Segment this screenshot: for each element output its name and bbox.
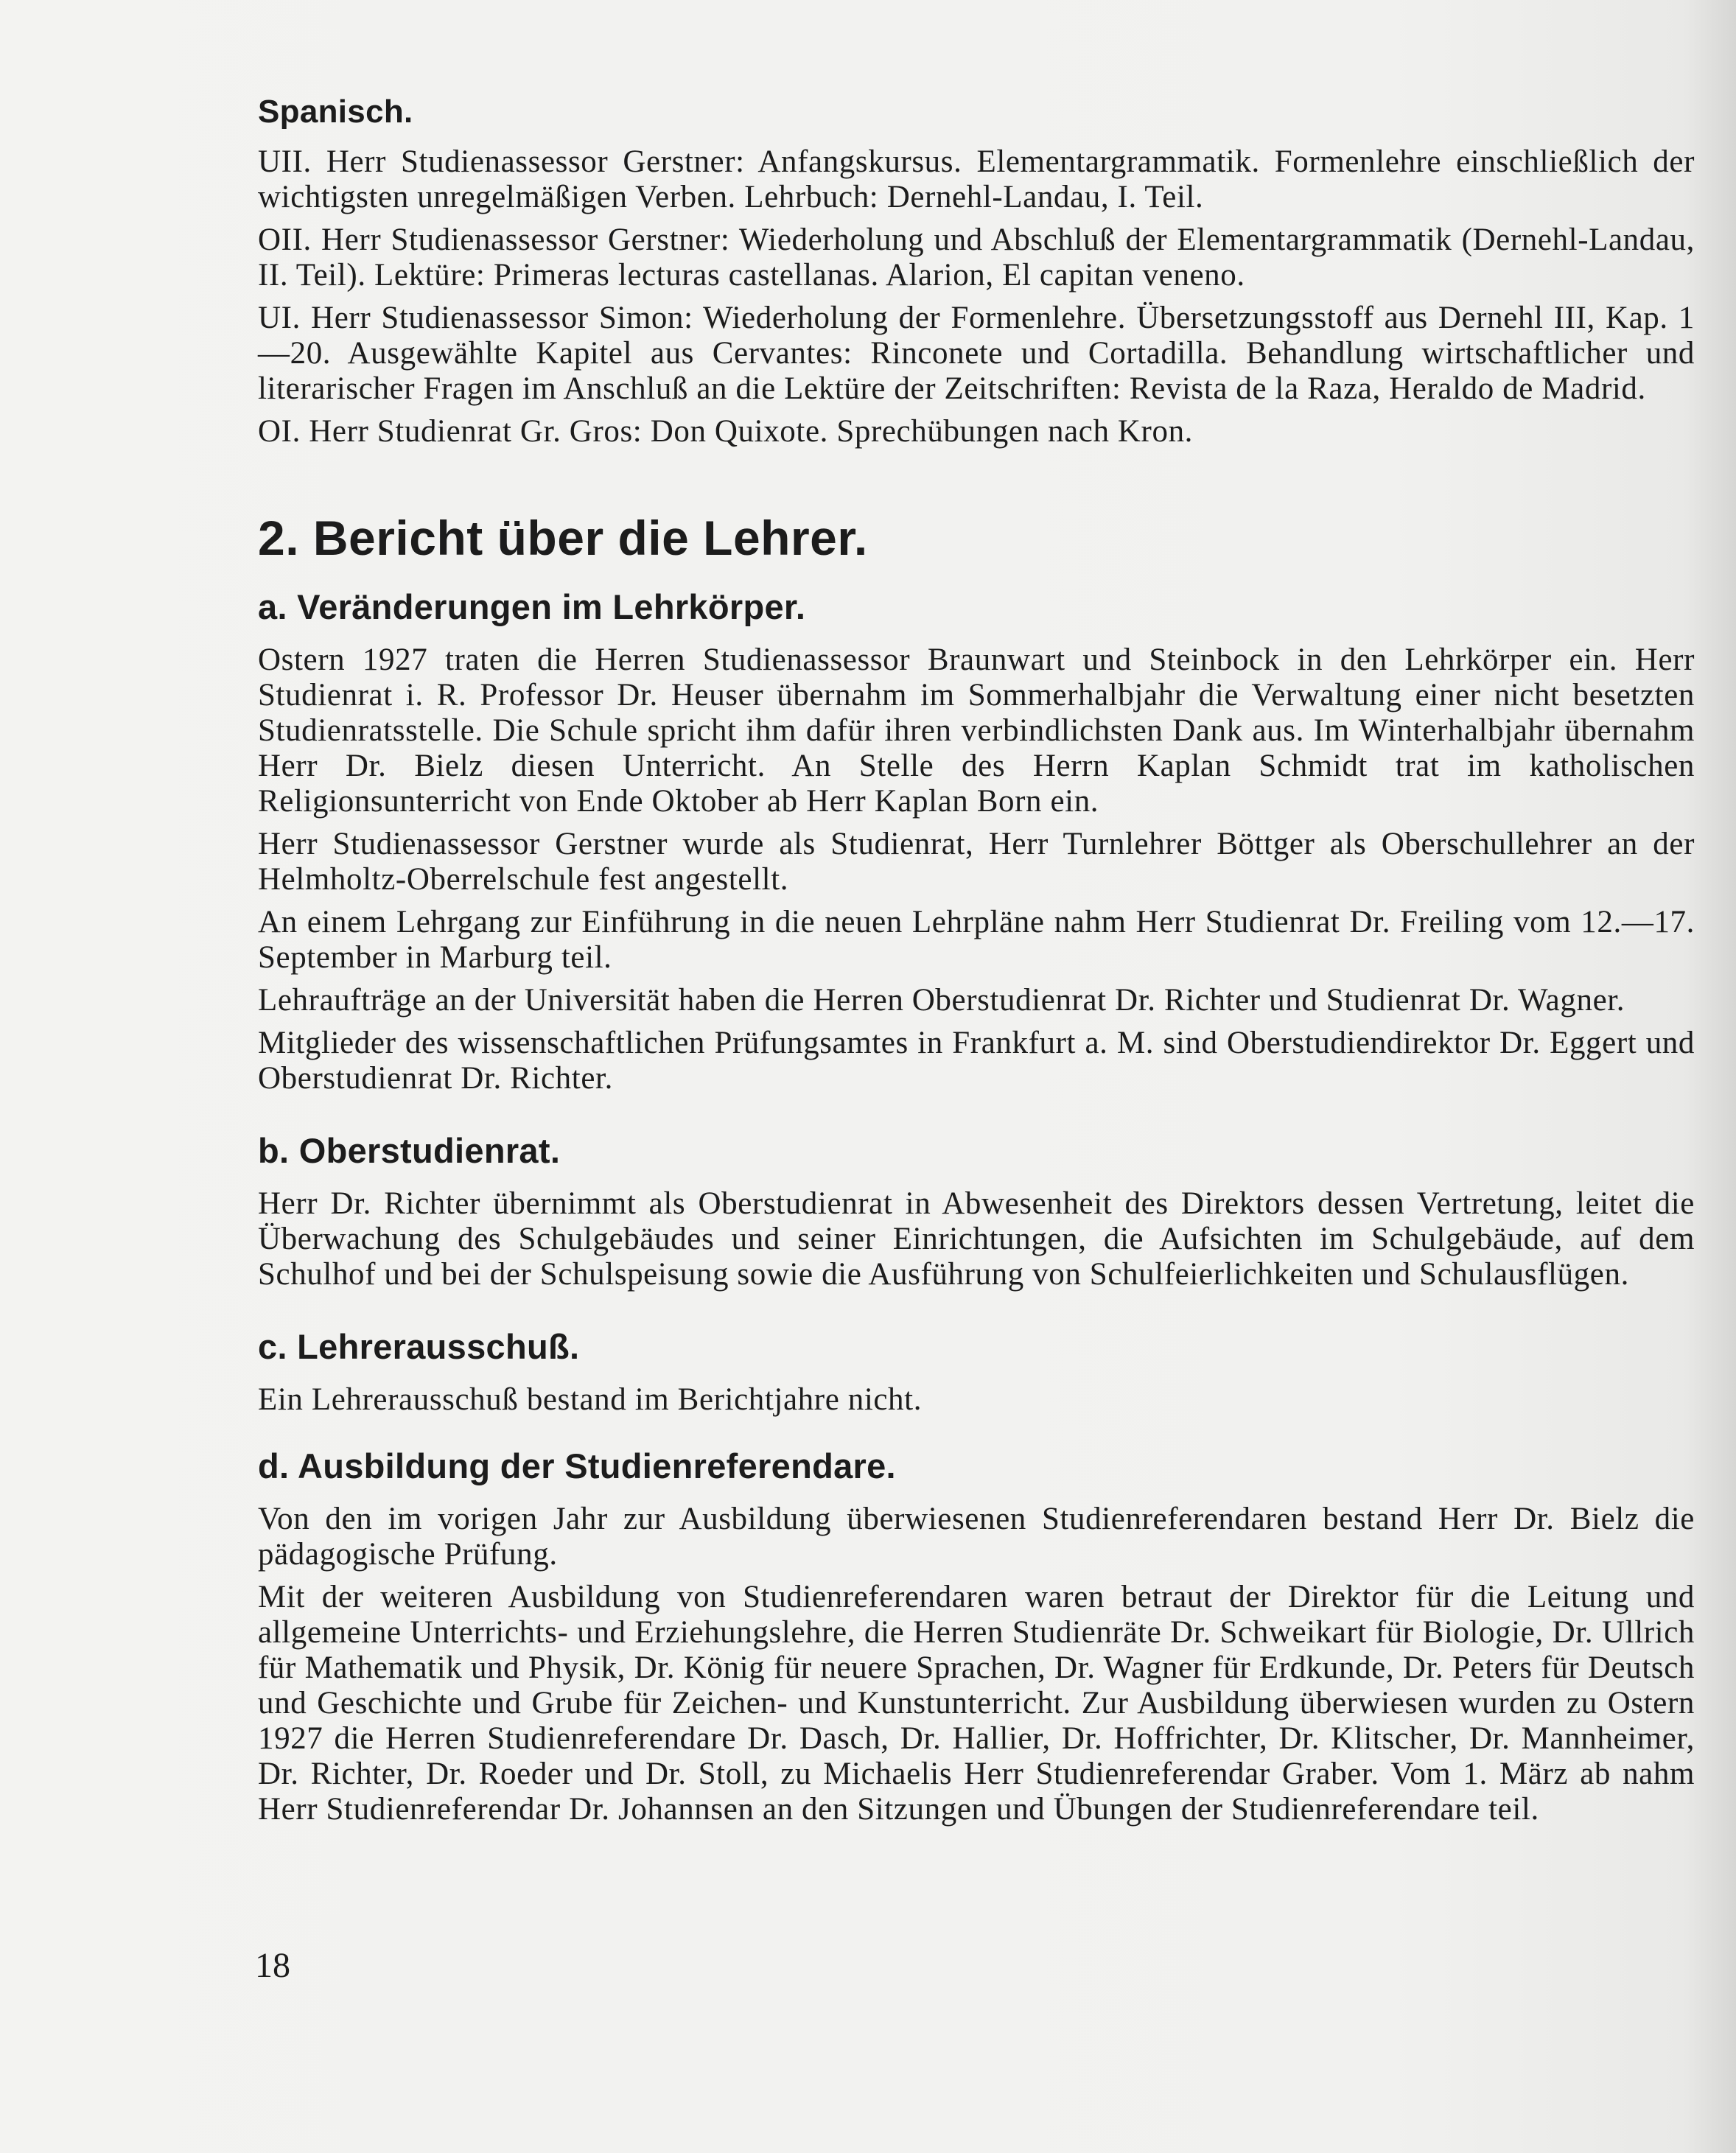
section-b-heading: b. Oberstudienrat.: [258, 1131, 561, 1170]
section-a-paragraph-5: Mitglieder des wissenschaftlichen Prüfungsamtes in Frankfurt a. M. sind Oberstudiendirektor Dr. Eggert und Oberstudienrat Dr. Richter.: [258, 1026, 1695, 1096]
section-a-paragraph-2: Herr Studienassessor Gerstner wurde als Studienrat, Herr Turnlehrer Böttger als Oberschullehrer an der Helmholtz-Oberrelschule fest angestellt.: [258, 827, 1695, 897]
section-d-paragraph-2: Mit der weiteren Ausbildung von Studienreferendaren waren betraut der Direktor für die Leitung und allgemeine Unterrichts- und Erziehungslehre, die Herren Studienräte Dr. Schweikart für Biologie, Dr. Ullrich für Mathematik und Physik, Dr. König für neuere Sprachen, Dr. Wagner für Erdkunde, Dr. Peters für Deutsch und Geschichte und Grube für Zeichen- und Kunstunterricht. Zur Ausbildung überwiesen wurden zu Ostern 1927 die Herren Studienreferendare Dr. Dasch, Dr. Hallier, Dr. Hoffrichter, Dr. Klitscher, Dr. Mannheimer, Dr. Richter, Dr. Roeder und Dr. Stoll, zu Michaelis Herr Studienreferendar Graber. Vom 1. März ab nahm Herr Studienreferendar Dr. Johannsen an den Sitzungen und Übungen der Studienreferendare teil.: [258, 1580, 1695, 1827]
spanisch-paragraph-ui: UI. Herr Studienassessor Simon: Wiederholung der Formenlehre. Übersetzungsstoff aus Dernehl III, Kap. 1—20. Ausgewählte Kapitel aus Cervantes: Rinconete und Cortadilla. Behandlung wirtschaftlicher und literarischer Fragen im Anschluß an die Lektüre der Zeitschriften: Revista de la Raza, Heraldo de Madrid.: [258, 301, 1695, 406]
section-a-paragraph-4: Lehraufträge an der Universität haben die Herren Oberstudienrat Dr. Richter und Studienrat Dr. Wagner.: [258, 983, 1625, 1018]
section-a-paragraph-3: An einem Lehrgang zur Einführung in die neuen Lehrpläne nahm Herr Studienrat Dr. Freiling vom 12.—17. September in Marburg teil.: [258, 905, 1695, 975]
page-content: [258, 93, 1695, 1835]
page-number: 18: [255, 1946, 290, 1985]
section-c-paragraph-1: Ein Lehrerausschuß bestand im Berichtjahre nicht.: [258, 1382, 923, 1417]
section-d-heading: d. Ausbildung der Studienreferendare.: [258, 1446, 896, 1485]
spanisch-paragraph-uii: UII. Herr Studienassessor Gerstner: Anfangskursus. Elementargrammatik. Formenlehre einschließlich der wichtigsten unregelmäßigen Verben. Lehrbuch: Dernehl-Landau, I. Teil.: [258, 144, 1695, 214]
spanisch-paragraph-oii: OII. Herr Studienassessor Gerstner: Wiederholung und Abschluß der Elementargrammatik (Dernehl-Landau, II. Teil). Lektüre: Primeras lecturas castellanas. Alarion, El capitan veneno.: [258, 223, 1695, 293]
spanisch-heading: Spanisch.: [258, 94, 413, 130]
section-a-paragraph-1: Ostern 1927 traten die Herren Studienassessor Braunwart und Steinbock in den Lehrkörper ein. Herr Studienrat i. R. Professor Dr. Heuser übernahm im Sommerhalbjahr die Verwaltung einer nicht besetzten Studienratsstelle. Die Schule spricht ihm dafür ihren verbindlichsten Dank aus. Im Winterhalbjahr übernahm Herr Dr. Bielz diesen Unterricht. An Stelle des Herrn Kaplan Schmidt trat im katholischen Religionsunterricht von Ende Oktober ab Herr Kaplan Born ein.: [258, 643, 1695, 819]
spanisch-paragraph-oi: OI. Herr Studienrat Gr. Gros: Don Quixote. Sprechübungen nach Kron.: [258, 414, 1194, 449]
section-c-heading: c. Lehrerausschuß.: [258, 1327, 580, 1366]
section-b-paragraph-1: Herr Dr. Richter übernimmt als Oberstudienrat in Abwesenheit des Direktors dessen Vertretung, leitet die Überwachung des Schulgebäudes und seiner Einrichtungen, die Aufsichten im Schulgebäude, auf dem Schulhof und bei der Schulspeisung sowie die Ausführung von Schulfeierlichkeiten und Schulausflügen.: [258, 1186, 1695, 1292]
section-d-paragraph-1: Von den im vorigen Jahr zur Ausbildung überwiesenen Studienreferendaren bestand Herr Dr. Bielz die pädagogische Prüfung.: [258, 1502, 1695, 1572]
section-a-heading: a. Veränderungen im Lehrkörper.: [258, 587, 806, 626]
bericht-heading: 2. Bericht über die Lehrer.: [258, 511, 868, 565]
